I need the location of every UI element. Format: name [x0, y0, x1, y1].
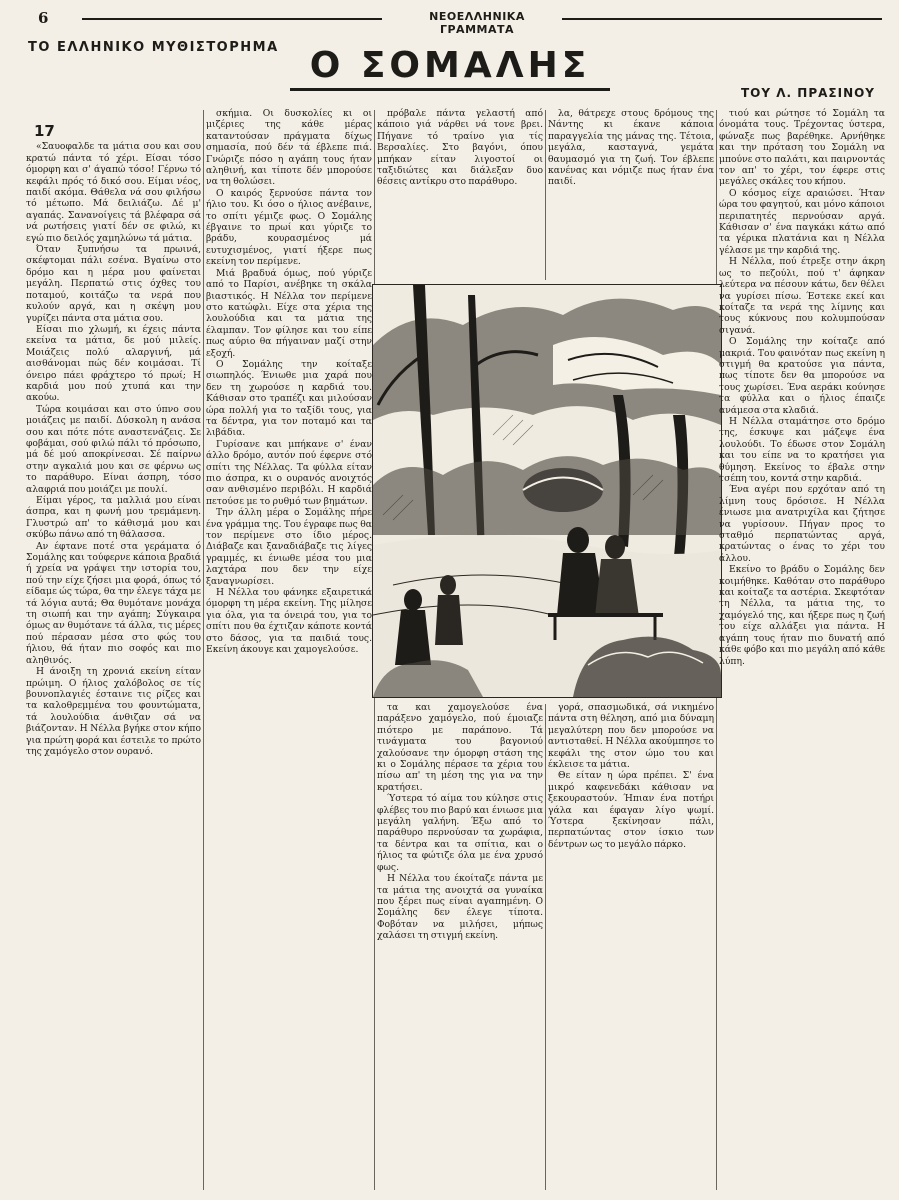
paragraph: Τώρα κοιμάσαι και στο ύπνο σου μοιάζεις με παιδί. Δύσκολη η ανάσα σου και πότε πότε αναστενάζεις. Σε φοβάμαι, σού φιλώ πάλι τό πρόσωπο, μά δέ μού αποκρίνεσαι. Σέ παίρνω στην αγκαλιά μου και σε φέρνω ως το παράθυρο. Είναι άσπρη, τόσο αλαφριά που μοιάζει με πουλί.	[26, 403, 201, 495]
text-column-4-top	[548, 108, 714, 278]
story-title: Ο ΣΟΜΑΛΗΣ	[309, 45, 591, 86]
chapter-number: 17	[34, 122, 55, 140]
text-column-4-bottom	[548, 702, 714, 1190]
author-byline: ΤΟΥ Λ. ΠΡΑΣΙΝΟΥ	[741, 86, 875, 100]
masthead-rule-left	[82, 18, 382, 20]
paragraph: γορά, σπασμωδικά, σά νικημένο πάντα στη θέληση, από μια δύναμη μεγαλύτερη που δεν μπορούσε να αντισταθεί. Η Νέλλα ακούμπησε το κεφάλι της στον ώμο του και έκλεισε τα μάτια.	[548, 702, 714, 771]
paragraph: Η Νέλλα του έκοίταζε πάντα με τα μάτια της ανοιχτά σα γυναίκα που ξέρει πως είναι αγαπημένη. Ο Σομάλης δεν έλεγε τίποτα. Φοβόταν να μιλήσει, μήπως χαλάσει τη στιγμή εκείνη.	[377, 873, 543, 942]
paragraph: Την άλλη μέρα ο Σομάλης πήρε ένα γράμμα της. Του έγραφε πως θα τον περίμενε στο ίδιο μέρος. Διάβαζε και ξαναδιάβαζε τις λίγες γραμμές, κι ένιωθε μέσα του μια λαχτάρα που δεν την είχε ξαναγνωρίσει.	[206, 507, 372, 587]
illustration-park-scene	[372, 284, 722, 698]
text-column-2	[206, 108, 372, 1190]
paragraph: Εκείνο το βράδυ ο Σομάλης δεν κοιμήθηκε. Καθόταν στο παράθυρο και κοίταζε τα αστέρια. Σκεφτόταν τη Νέλλα, τα μάτια της, το χαμόγελό της, και ήξερε πως η ζωή του είχε αλλάξει για πάντα. Η αγάπη τους ήταν πιο δυνατή από κάθε φόβο και πιο μεγάλη από κάθε λύπη.	[719, 564, 885, 667]
paragraph: Ο Σομάλης την κοίταξε σιωπηλός. Ένιωθε μια χαρά που δεν τη χωρούσε η καρδιά του. Κάθισαν στο τραπέζι και μιλούσαν ώρα πολλή για το ταξίδι τους, για τα δέντρα, για τον ποταμό και τα λιβάδια.	[206, 358, 372, 439]
paragraph: Ένα αγέρι που ερχόταν από τη λίμνη τους δρόσισε. Η Νέλλα ένιωσε μια ανατριχίλα και ζήτησε να γυρίσουν. Πήγαν προς το σταθμό περπατώντας αργά, κρατώντας ο ένας το χέρι του άλλου.	[719, 484, 885, 564]
title-underline	[290, 88, 610, 91]
paragraph: Ο Σομάλης την κοίταζε από μακριά. Του φαινόταν πως εκείνη η στιγμή θα κρατούσε για πάντα, πως τίποτε δεν θα μπορούσε να τους χωρίσει. Ένα αεράκι κούνησε τα φύλλα και ο ήλιος έπαιζε ανάμεσα στα κλαδιά.	[719, 336, 885, 416]
paragraph: Είσαι πιο χλωμή, κι έχεις πάντα εκείνα τα μάτια, δε μού μιλείς. Μοιάζεις πολύ αλαργινή, μά αισθάνομαι πώς δέν κοιμάσαι. Τί όνειρο πάει φράχτερο τό πρωί; Η καρδιά μου πού χτυπά και την ακούω.	[26, 323, 201, 404]
text-column-3-top	[377, 108, 543, 278]
text-column-3-bottom	[377, 702, 543, 1190]
text-column-5	[719, 108, 885, 1190]
paragraph: Η άνοιξη τη χρονιά εκείνη είταν πρώιμη. Ο ήλιος χαλόβολος σε τίς βουνοπλαγιές έσταινε τις ρίζες και τα καλοθρεμμένα του φουντώματα, τά λουλούδια άνθιζαν σά να βιάζονταν. Η Νέλλα βγήκε στον κήπο για πρώτη φορά και έστειλε το πρώτο της χαμόγελο στον ουρανό.	[26, 666, 201, 757]
paragraph: Ο καιρός ξερνούσε πάντα τον ήλιο του. Κι όσο ο ήλιος ανέβαινε, το σπίτι γέμιζε φως. Ο Σομάλης έβγαινε το πρωί και γύριζε το βράδυ, κουρασμένος μά ευτυχισμένος, γιατί ήξερε πως εκείνη τον περίμενε.	[206, 187, 372, 268]
paragraph: Μιά βραδυά όμως, πού γύριζε από το Παρίσι, ανέβηκε τη σκάλα βιαστικός. Η Νέλλα τον περίμενε στο κατώφλι. Είχε στα χέρια της λουλούδια και τα μάτια της έλαμπαν. Τον φίλησε και του είπε πως αύριο θα πήγαιναν μαζί στην εξοχή.	[206, 267, 372, 359]
masthead	[22, 8, 882, 36]
series-label: ΤΟ ΕΛΛΗΝΙΚΟ ΜΥΘΙΣΤΟΡΗΜΑ	[28, 40, 279, 55]
paragraph: λα, θάτρεχε στους δρόμους της Νάντης κι έκανε κάποια παραγγελία της μάνας της. Τέτοια, μεγάλα, κασταγνά, γεμάτα θαυμασμό για τη ζωή. Τον έβλεπε κανένας και νόμιζε πως ήταν ένα παιδί.	[548, 108, 714, 188]
paragraph: Όταν ξυπνήσω τα πρωινά, σκέφτομαι πάλι εσένα. Βγαίνω στο δρόμο και η μέρα μου φαίνεται μεγάλη. Περπατώ στις όχθες του ποταμού, κοιτάζω τα νερά που κυλούν αργά, και η σκέψη μου γυρίζει πάντα στα μάτια σου.	[26, 244, 201, 324]
paragraph: Η Νέλλα, πού έτρεξε στην άκρη ως το πεζούλι, πού τ' άφηκαν λεύτερα να πέσουν κάτω, δεν θέλει να γυρίσει πίσω. Έστεκε εκεί και κοίταζε τα νερά της λίμνης και τους κύκνους που κολυμπούσαν σιγανά.	[719, 256, 885, 336]
column-divider	[203, 110, 204, 1190]
paragraph: σκήμια. Οι δυσκολίες κι οι μιζέριες της κάθε μέρας καταντούσαν πράγματα δίχως σημασία, πού δέν τά έβλεπε πιά. Γνώριζε πόσο η αγάπη τους ήταν αληθινή, και τίποτε δέν μπορούσε να τη θολώσει.	[206, 108, 372, 188]
paragraph: Ο κόσμος είχε αραιώσει. Ήταν ώρα του φαγητού, και μόνο κάποιοι περιπατητές περνούσαν αργά. Κάθισαν σ' ένα παγκάκι κάτω από τα γέρικα πλατάνια και η Νέλλα γέλασε με την καρδιά της.	[719, 187, 885, 256]
column-divider	[545, 704, 546, 1190]
paragraph: Η Νέλλα σταμάτησε στο δρόμο της, έσκυψε και μάζεψε ένα λουλούδι. Το έδωσε στον Σομάλη και του είπε να το κρατήσει για θύμηση. Εκείνος το έβαλε στην τσέπη του, κοντά στην καρδιά.	[719, 415, 885, 484]
magazine-title: ΝΕΟΕΛΛΗΝΙΚΑ ΓΡΑΜΜΑΤΑ	[429, 10, 525, 36]
paragraph: Αν έφτανε ποτέ στα γεράματα ό Σομάλης και τούφερνε κάποια βραδιά ή χρεία να γράψει την ιστορία του, πού την είχε ζήσει μια φορά, όπως τό είδαμε ώς τώρα, θα την έλεγε τάχα με τά λόγια αυτά; Θα θυμότανε μονάχα τη σιωπή και την αγάπη; Σύγκαιρα όμως αν θυμότανε τά άλλα, τις μέρες πού πέρασαν μέσα στο φώς του ήλιου, θά ήταν πιο σοφός και πιο αληθινός.	[26, 540, 201, 666]
masthead-rule-right	[562, 18, 882, 20]
paragraph: Γυρίσανε και μπήκανε σ' έναν άλλο δρόμο, αυτόν πού έφερνε στό σπίτι της Νέλλας. Τα φύλλα είταν πιο άσπρα, κι ο ουρανός ανοιχτός σαν ανθισμένο περιβόλι. Η καρδιά πετούσε με το ρυθμό των βημάτων.	[206, 438, 372, 507]
paragraph: Θε είταν η ώρα πρέπει. Σ' ένα μικρό καφενεδάκι κάθισαν να ξεκουραστούν. Ήπιαν ένα ποτήρι γάλα και έφαγαν λίγο ψωμί. Ύστερα ξεκίνησαν πάλι, περπατώντας στον ίσκιο των δέντρων ως το μεγάλο πάρκο.	[548, 770, 714, 850]
paragraph: Η Νέλλα του φάνηκε εξαιρετικά όμορφη τη μέρα εκείνη. Της μίλησε για όλα, για τα όνειρά του, για το σπίτι που θα έχτιζαν κάποτε κοντά στο δάσος, για τα παιδιά τους. Εκείνη άκουγε και χαμογελούσε.	[206, 587, 372, 656]
page-number: 6	[38, 9, 49, 27]
column-divider	[545, 110, 546, 280]
paragraph: Είμαι γέρος, τα μαλλιά μου είναι άσπρα, και η φωνή μου τρεμάμενη. Γλυστρώ απ' το κάθισμά μου και σκύβω πάνω από τη θάλασσα.	[26, 495, 201, 541]
paragraph: πρόβαλε πάντα γελαστή από κάποιο γιά νάρθει νά τονε βρει. Πήγανε τό τραίνο για τίς Βερσαλίες. Στο βαγόνι, όπου μπήκαν είταν λιγοστοί οι ταξιδιώτες και διάλεξαν δυο θέσεις αντίκρυ στο παράθυρο.	[377, 108, 543, 188]
paragraph: Ύστερα τό αίμα του κύλησε στις φλέβες του πιο βαρύ και ένιωσε μια μεγάλη γαλήνη. Έξω από το παράθυρο περνούσαν τα χωράφια, τα δέντρα και τα σπίτια, και ο ήλιος τα φώτιζε όλα με ένα χρυσό φως.	[377, 793, 543, 873]
paragraph: «Σαυοφαλδε τα μάτια σου και σου κρατώ πάντα τό χέρι. Είσαι τόσο όμορφη και σ' άγαπώ τόσο! Γέρνω τό κεφάλι πρός τό δικό σου. Είμαι νέος, παιδί ακόμα. Θάθελα νά σου φιλήσω τό μέτωπο. Μά δειλιάζω. Δέ μ' αγαπάς. Σανανοίγεις τά βλέφαρα σά νά ρωτήσεις γιατί δέν σε φιλώ, κι εγώ πιο δειλός χαμηλώνω τά μάτια.	[26, 141, 201, 244]
paragraph: τιού και ρώτησε τό Σομάλη τα όνομάτα τους. Τρέχοντας ύστερα, φώναξε πως βαρέθηκε. Αρνήθηκε και την πρόταση του Σομάλη να μπούνε στο παλάτι, και παιρνοντάς τον απ' το χέρι, τον έφερε στις μεγάλες σκάλες του κήπου.	[719, 108, 885, 188]
paragraph: τα και χαμογελούσε ένα παράξενο χαμόγελο, πού έμοιαζε πιότερο με παράπονο. Τά τινάγματα του βαγονιού χαλούσανε την όμορφη στάση της κι ο Σομάλης πέρασε τα χέρια του πίσω απ' τη μέση της για να την κρατήσει.	[377, 702, 543, 793]
text-column-1	[26, 118, 201, 1190]
park-illustration-drawing	[373, 285, 721, 697]
